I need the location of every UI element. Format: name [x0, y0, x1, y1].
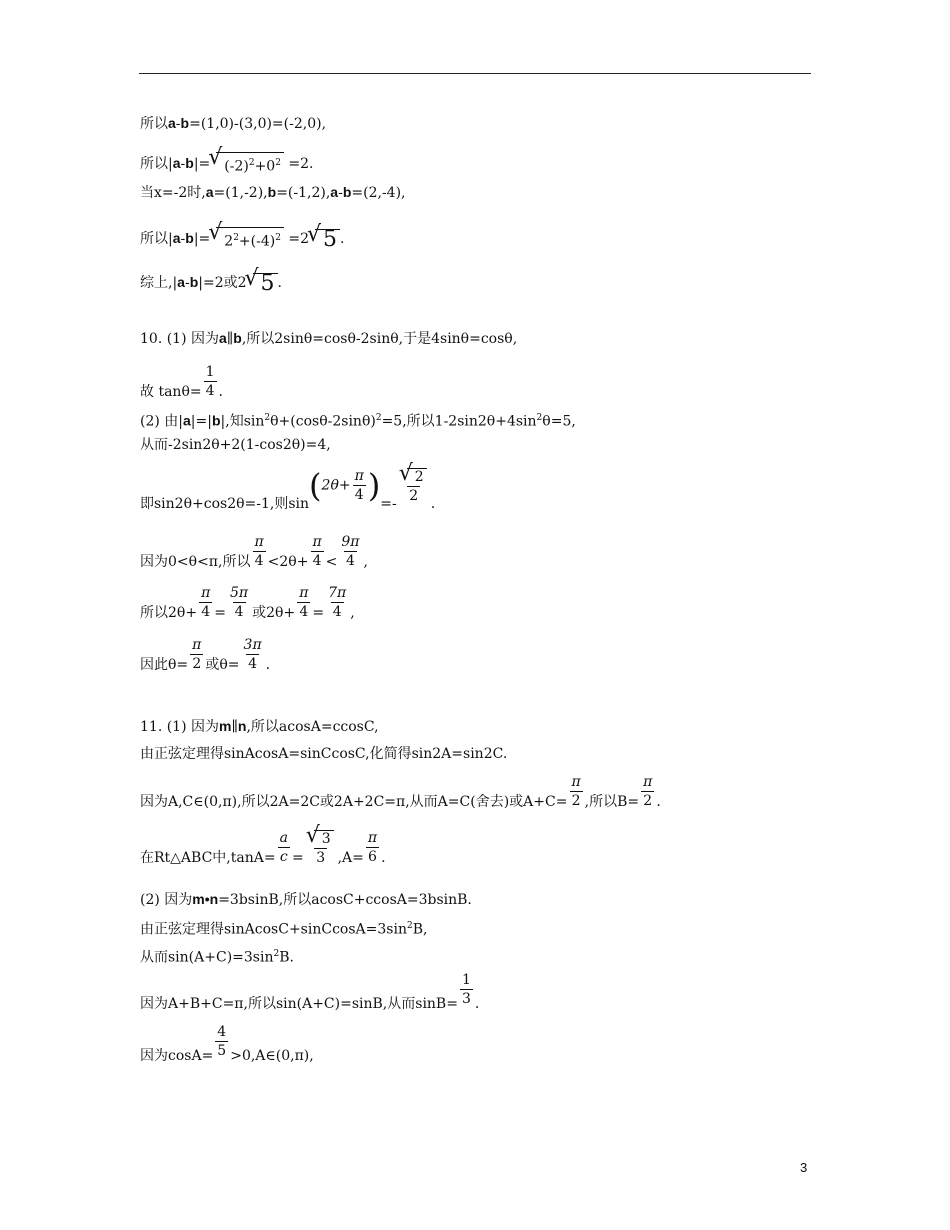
fraction [641, 775, 654, 808]
vector-b: b [211, 412, 221, 429]
denominator: 4 [205, 383, 215, 399]
text: B. [279, 949, 294, 966]
sqrt-two [407, 468, 427, 484]
text: 故 tanθ= [140, 383, 202, 400]
numerator: π [367, 830, 378, 846]
text: . [381, 849, 386, 866]
denominator: 2 [571, 793, 581, 809]
vector-a: a [183, 412, 191, 429]
fraction [252, 535, 265, 568]
denominator: 4 [299, 604, 309, 620]
p11-line-8 [140, 972, 480, 1012]
p11-line-3 [140, 775, 661, 808]
p9-line-3 [140, 183, 406, 202]
numerator: 4 [217, 1024, 227, 1040]
text: ,所以acosA=ccosC, [246, 719, 379, 735]
text: 或θ= [205, 656, 240, 673]
text: 在Rt△ABC中,tanA= [140, 849, 276, 866]
text: 由正弦定理得sinAcosC+sinCcosA=3sin [140, 921, 407, 938]
denominator: 5 [217, 1043, 227, 1059]
text: (2) 由| [140, 413, 183, 430]
vector-b: b [267, 184, 277, 200]
text: - [180, 155, 186, 172]
fraction [228, 586, 250, 619]
numerator: π [354, 468, 364, 484]
p11-line-5 [140, 890, 472, 909]
denominator: 2 [192, 656, 202, 672]
right-paren: ) [367, 466, 381, 505]
denominator: 4 [254, 553, 264, 569]
text: θ+(cosθ-2sinθ) [270, 413, 376, 430]
p11-line-2 [140, 745, 507, 763]
parallel-symbol: ∥ [231, 719, 238, 735]
vector-b: b [342, 184, 352, 200]
p10-line-2 [140, 365, 223, 398]
denominator: 2 [643, 793, 653, 809]
text: =(-1,2), [276, 185, 331, 201]
text: =(1,-2), [213, 185, 268, 201]
text: =(1,0)-(3,0)=(-2,0), [189, 116, 327, 132]
text: θ=5, [542, 413, 576, 430]
p10-line-6 [140, 535, 368, 568]
denominator: 4 [201, 604, 211, 620]
fraction [366, 831, 379, 864]
vector-n: n [237, 718, 247, 734]
text: =3bsinB,所以acosC+ccosA=3bsinB. [218, 892, 472, 908]
p10-line-4 [140, 436, 331, 454]
text: < [325, 553, 338, 570]
text: =- [380, 495, 397, 512]
numerator: π [643, 774, 653, 790]
denominator: 4 [354, 487, 364, 503]
sqrt-expression: √ $(-2)^2+0^2$ [216, 152, 284, 176]
radicand: +0 [254, 158, 276, 175]
sqrt-five [315, 226, 340, 252]
text: - [175, 116, 181, 132]
numerator: 5π [230, 585, 249, 601]
text: |=| [190, 413, 212, 430]
fraction [278, 831, 290, 864]
p9-line-1 [140, 114, 326, 133]
text: 所以2θ+ [140, 604, 198, 621]
text: 因为A,C∈(0,π),所以2A=2C或2A+2C=π,从而A=C(舍去)或A+C= [140, 793, 568, 810]
numerator: 1 [461, 972, 471, 988]
fraction [399, 468, 429, 503]
text: 从而sin(A+C)=3sin [140, 949, 274, 966]
numerator: π [201, 585, 211, 601]
header-rule [139, 73, 811, 74]
left-paren: ( [309, 466, 322, 505]
fraction [569, 775, 582, 808]
text: ,所以B= [584, 793, 640, 810]
text: =2 [288, 230, 310, 247]
text: . [656, 793, 661, 810]
radicand: 2 [414, 469, 424, 485]
text: . [430, 495, 436, 512]
text: 11. (1) 因为 [140, 719, 219, 735]
sqrt-three [314, 830, 334, 846]
text: =5,所以1-2sin2θ+4sin [381, 413, 537, 430]
text: 因为A+B+C=π,所以sin(A+C)=sinB,从而sinB= [140, 995, 458, 1012]
text: . [277, 275, 282, 291]
fraction [242, 638, 264, 671]
numerator: 9π [341, 534, 360, 550]
text: 由正弦定理得sinAcosA=sinCcosC,化简得sin2A=sin2C. [140, 746, 508, 762]
numerator: π [192, 637, 202, 653]
text: , [363, 553, 368, 570]
text: 10. (1) 因为 [140, 331, 219, 347]
text: . [340, 230, 345, 247]
radicand: 3 [321, 831, 331, 847]
denominator: 4 [332, 604, 342, 620]
text: 即sin2θ+cos2θ=-1,则sin [140, 495, 310, 512]
text: ,所以2sinθ=cosθ-2sinθ,于是4sinθ=cosθ, [241, 331, 518, 347]
text: 当x=-2时, [140, 185, 206, 201]
numerator: π [571, 774, 581, 790]
p10-line-8 [140, 638, 270, 671]
text: |=2或2 [198, 275, 247, 291]
text: . [218, 383, 223, 400]
text: 综上,| [140, 275, 178, 291]
fraction [460, 973, 473, 1006]
text: 从而-2sin2θ+2(1-cos2θ)=4, [140, 437, 331, 453]
radicand: (-2) [224, 158, 249, 175]
fraction [215, 1025, 228, 1058]
denominator: 4 [248, 656, 258, 672]
numerator: 3π [243, 637, 262, 653]
p10-line-1 [140, 329, 517, 348]
text: , [350, 604, 355, 621]
radicand: +(-4) [238, 233, 276, 250]
p11-line-6: 由正弦定理得$sinAcosC+sinCcosA=3\sin^2B$, [140, 921, 428, 938]
text: 因为0<θ<π,所以 [140, 553, 251, 570]
text: 2θ+ [321, 477, 351, 494]
text: 因此θ= [140, 656, 189, 673]
vector-a: a [219, 330, 227, 346]
page-number: 3 [800, 1160, 808, 1175]
vector-b: b [180, 115, 190, 131]
numerator: π [254, 534, 264, 550]
fraction [339, 535, 361, 568]
radicand: 5 [260, 271, 275, 296]
p11-line-7: 从而$\sin(A+C)=3\sin^2B$. [140, 949, 294, 966]
text: B, [412, 921, 428, 938]
text: = [214, 604, 227, 621]
vector-a: a [172, 229, 181, 246]
p10-line-7 [140, 586, 355, 619]
fraction [353, 469, 366, 502]
text: . [474, 995, 480, 1012]
text: ,A= [337, 849, 364, 866]
p9-line-5 [140, 271, 282, 296]
vector-n: n [209, 891, 219, 907]
text: - [184, 275, 190, 291]
text: |= [193, 155, 211, 172]
p11-line-1 [140, 717, 379, 736]
text: 所以| [140, 155, 173, 172]
p10-line-3: (2) 由|a|=|b|,知$\sin^2\theta+(\cos\theta-2\sin\theta)^2=5$,所以$1-2\sin 2\theta+4\sin^2\theta=5$, [140, 412, 576, 430]
text: - [338, 185, 343, 201]
p9-line-2 [140, 152, 313, 176]
p11-line-4 [140, 830, 386, 865]
fraction [297, 586, 310, 619]
numerator: 1 [205, 364, 215, 380]
fraction [204, 365, 217, 398]
text: = [291, 849, 304, 866]
text: 所以| [140, 230, 173, 247]
text: |= [193, 230, 211, 247]
p9-line-4 [140, 227, 345, 251]
fraction [190, 638, 203, 671]
vector-a: a [172, 154, 181, 171]
denominator: 3 [461, 991, 471, 1007]
vector-a: a [205, 184, 214, 200]
vector-b: b [185, 154, 194, 171]
fraction [326, 586, 348, 619]
numerator: a [279, 830, 288, 846]
vector-m: m [192, 891, 205, 907]
sqrt-expression: √ $2^2+(-4)^2$ [216, 227, 284, 251]
denominator: 2 [409, 488, 419, 504]
denominator: 4 [234, 604, 244, 620]
sqrt-five [253, 271, 278, 296]
vector-b: b [189, 274, 199, 290]
text: |,知sin [220, 413, 265, 430]
text: =2. [288, 155, 314, 172]
p11-line-9 [140, 1024, 314, 1064]
vector-b: b [185, 229, 194, 246]
radicand: 5 [323, 226, 338, 252]
vector-a: a [168, 115, 176, 131]
denominator: 4 [312, 553, 322, 569]
denominator: 3 [316, 850, 326, 866]
numerator: π [299, 585, 309, 601]
text: - [180, 230, 186, 247]
text: . [265, 656, 271, 673]
vector-a: a [330, 184, 339, 200]
vector-a: a [177, 274, 185, 290]
text: (2) 因为 [140, 892, 193, 908]
fraction [306, 830, 336, 865]
denominator: 6 [368, 849, 377, 865]
vector-b: b [233, 330, 242, 346]
radicand: 2 [224, 233, 234, 250]
numerator: π [312, 534, 322, 550]
fraction [310, 535, 323, 568]
p10-line-5 [140, 466, 436, 512]
fraction [199, 586, 212, 619]
denominator: 4 [345, 553, 355, 569]
denominator: c [279, 849, 288, 865]
text: 因为cosA= [140, 1047, 214, 1064]
numerator: 7π [328, 585, 347, 601]
dot-symbol: • [204, 891, 210, 907]
text: 或2θ+ [252, 604, 296, 621]
text: >0,A∈(0,π), [230, 1047, 314, 1064]
parallel-symbol: ∥ [226, 331, 234, 347]
text: = [312, 604, 325, 621]
text: =(2,-4), [351, 185, 406, 201]
text: <2θ+ [267, 553, 309, 570]
vector-m: m [219, 718, 232, 734]
text: 所以 [140, 116, 168, 132]
